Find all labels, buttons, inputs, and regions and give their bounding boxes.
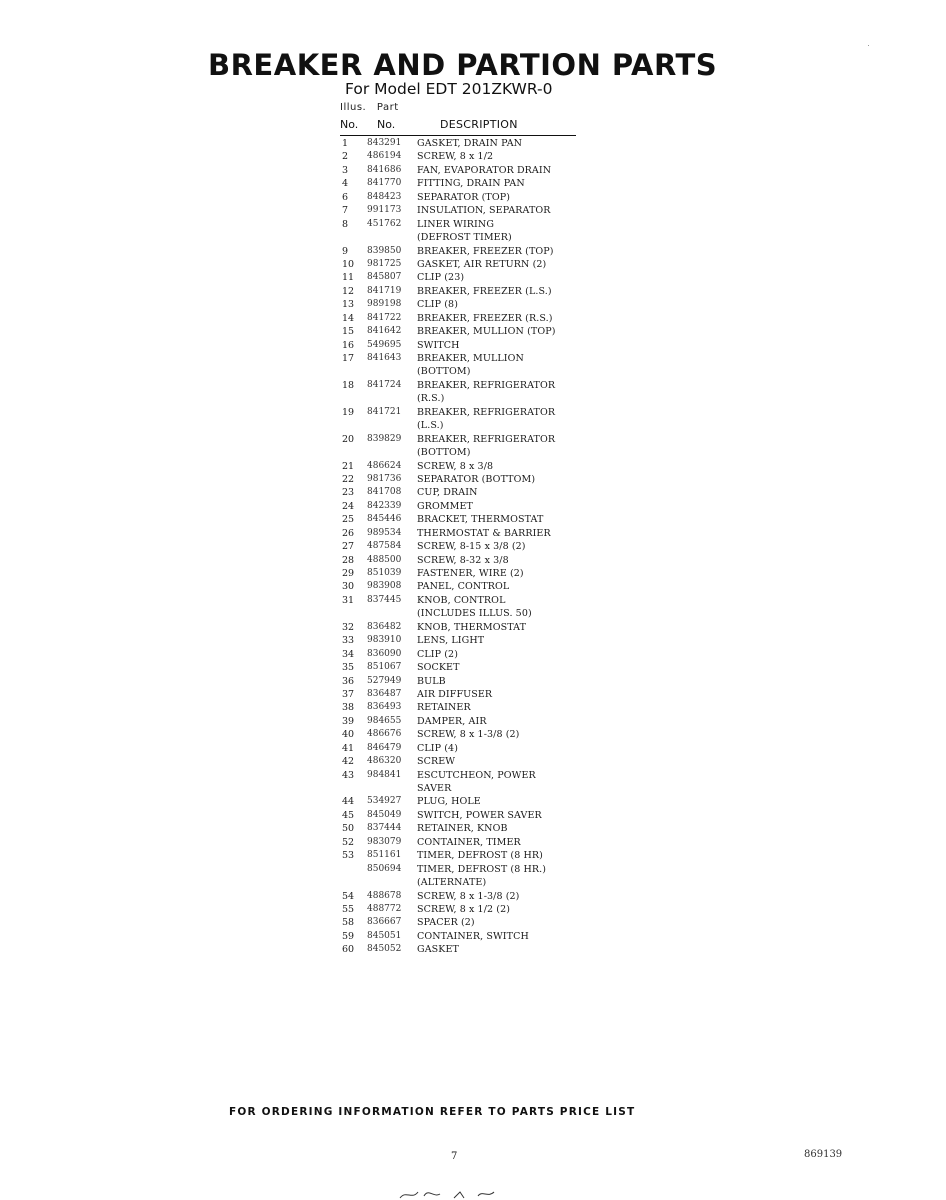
list-item	[340, 527, 600, 540]
part-description: BREAKER, FREEZER (L.S.)	[417, 285, 552, 297]
illus-number: 28	[342, 554, 355, 566]
illus-number: 25	[342, 514, 355, 526]
list-item	[340, 836, 600, 849]
illus-number: 42	[342, 756, 355, 768]
illus-number: 11	[342, 272, 355, 284]
part-number: 486676	[367, 729, 402, 740]
part-number: 983908	[367, 581, 402, 592]
part-number: 981736	[367, 473, 402, 484]
illus-number: 60	[342, 944, 355, 956]
list-item	[340, 513, 600, 526]
list-item	[340, 298, 600, 311]
part-number: 841708	[367, 487, 402, 498]
part-description: (INCLUDES ILLUS. 50)	[417, 608, 532, 620]
part-description: AIR DIFFUSER	[417, 688, 493, 700]
illus-number: 8	[342, 218, 349, 230]
scan-speck	[868, 45, 869, 46]
part-number: 848423	[367, 191, 402, 202]
illus-number: 16	[342, 339, 355, 351]
part-description: DAMPER, AIR	[417, 715, 487, 727]
part-number: 983079	[367, 836, 402, 847]
part-description: (DEFROST TIMER)	[417, 232, 512, 244]
part-number: 981725	[367, 258, 402, 269]
part-number: 549695	[367, 339, 402, 350]
illus-number: 54	[342, 890, 355, 902]
part-number: 839850	[367, 245, 402, 256]
illus-number: 52	[342, 836, 355, 848]
illus-number: 18	[342, 379, 355, 391]
part-number: 837444	[367, 823, 402, 834]
list-item	[340, 177, 600, 190]
part-description: CLIP (23)	[417, 272, 465, 284]
illus-number: 59	[342, 930, 355, 942]
illus-number: 7	[342, 205, 349, 217]
part-description: LENS, LIGHT	[417, 635, 485, 647]
part-description: INSULATION, SEPARATOR	[417, 205, 551, 217]
part-number: 488500	[367, 554, 402, 565]
part-description: BREAKER, REFRIGERATOR	[417, 433, 556, 445]
part-number: 983910	[367, 635, 402, 646]
list-item	[340, 150, 600, 163]
list-item	[340, 285, 600, 298]
part-number: 841722	[367, 312, 402, 323]
list-item	[340, 433, 600, 446]
part-number: 488678	[367, 890, 402, 901]
part-number: 841686	[367, 164, 402, 175]
part-number: 851067	[367, 662, 402, 673]
illus-number: 35	[342, 662, 355, 674]
illus-number: 40	[342, 729, 355, 741]
illus-number: 21	[342, 460, 355, 472]
illus-no-header: No.	[340, 118, 359, 131]
illus-number: 2	[342, 151, 349, 163]
part-number: 836487	[367, 688, 402, 699]
list-item	[340, 782, 600, 795]
ordering-info-footer: FOR ORDERING INFORMATION REFER TO PARTS PRICE LIST	[229, 1106, 636, 1118]
list-item	[340, 742, 600, 755]
part-number: 842339	[367, 500, 402, 511]
part-description: BULB	[417, 675, 446, 687]
list-item	[340, 164, 600, 177]
illus-number: 30	[342, 581, 355, 593]
illus-number: 22	[342, 473, 355, 485]
part-description: BRACKET, THERMOSTAT	[417, 514, 544, 526]
illus-number: 33	[342, 635, 355, 647]
illus-number: 23	[342, 487, 355, 499]
list-item	[340, 728, 600, 741]
part-number: 527949	[367, 675, 402, 686]
part-number: 841643	[367, 353, 402, 363]
part-description: GASKET, AIR RETURN (2)	[417, 258, 547, 270]
illus-number: 13	[342, 299, 355, 311]
part-number: 841719	[367, 285, 402, 296]
part-number: 487584	[367, 541, 402, 552]
illus-number: 6	[342, 191, 349, 203]
part-description: SCREW, 8 x 3/8	[417, 460, 494, 472]
part-description: THERMOSTAT & BARRIER	[417, 527, 551, 539]
part-description: SCREW, 8 x 1/2 (2)	[417, 903, 511, 915]
part-description: (R.S.)	[417, 393, 445, 405]
part-description: LINER WIRING	[417, 218, 495, 230]
part-description: SCREW, 8 x 1-3/8 (2)	[417, 890, 520, 902]
part-number: 836667	[367, 917, 402, 928]
part-header-label: Part	[376, 102, 399, 113]
list-item	[340, 245, 600, 258]
part-number: 841724	[367, 379, 402, 390]
illus-number: 32	[342, 621, 355, 633]
part-number: 836482	[367, 621, 402, 632]
part-description: SCREW, 8-15 x 3/8 (2)	[417, 541, 526, 553]
illus-number: 39	[342, 715, 355, 727]
part-description: (BOTTOM)	[417, 447, 471, 459]
list-item	[340, 392, 600, 405]
part-description: BREAKER, MULLION (TOP)	[417, 326, 556, 338]
list-item	[340, 325, 600, 338]
part-number: 845807	[367, 272, 402, 283]
part-description: CLIP (2)	[417, 648, 458, 660]
list-item	[340, 621, 600, 634]
part-description: RETAINER, KNOB	[417, 823, 508, 835]
part-description: PLUG, HOLE	[417, 796, 481, 808]
part-number: 836090	[367, 648, 402, 659]
list-item	[340, 822, 600, 835]
list-item	[340, 594, 600, 607]
list-item	[340, 204, 600, 217]
list-item	[340, 661, 600, 674]
illus-number: 15	[342, 326, 355, 338]
list-item	[340, 634, 600, 647]
illus-number: 31	[342, 594, 355, 606]
illus-number: 37	[342, 688, 355, 700]
part-number: 841642	[367, 326, 402, 337]
illus-number: 41	[342, 742, 355, 754]
part-number: 984655	[367, 715, 402, 726]
list-item	[340, 809, 600, 822]
part-description: CUP, DRAIN	[417, 487, 478, 499]
part-no-header: No.	[377, 118, 396, 131]
list-item	[340, 795, 600, 808]
list-item	[340, 567, 600, 580]
illus-number: 1	[342, 138, 349, 149]
list-item	[340, 890, 600, 903]
part-number: 845052	[367, 944, 402, 955]
part-number: 989198	[367, 299, 402, 310]
part-number: 488772	[367, 903, 402, 914]
part-number: 845446	[367, 514, 402, 525]
part-number: 836493	[367, 702, 402, 713]
list-item	[340, 473, 600, 486]
part-description: SCREW, 8-32 x 3/8	[417, 554, 509, 566]
illus-number: 50	[342, 823, 355, 835]
part-description: SCREW, 8 x 1-3/8 (2)	[417, 729, 520, 741]
part-number: 984841	[367, 769, 402, 780]
list-item	[340, 379, 600, 392]
part-description: PANEL, CONTROL	[417, 581, 510, 593]
part-number: 486194	[367, 151, 402, 162]
list-item	[340, 675, 600, 688]
part-number: 486624	[367, 460, 402, 471]
list-item	[340, 446, 600, 459]
list-item	[340, 849, 600, 862]
list-item	[340, 218, 600, 231]
part-number: 989534	[367, 527, 402, 538]
part-description: SPACER (2)	[417, 917, 475, 929]
list-item	[340, 554, 600, 567]
illus-number: 38	[342, 702, 355, 714]
illus-number: 3	[342, 164, 349, 176]
part-description: SWITCH	[417, 339, 460, 351]
illus-header-label: Illus.	[340, 102, 367, 113]
part-number: 843291	[367, 138, 402, 148]
part-description: SCREW, 8 x 1/2	[417, 151, 494, 163]
part-description: FITTING, DRAIN PAN	[417, 178, 525, 190]
list-item	[340, 943, 600, 956]
list-item	[340, 231, 600, 244]
illus-number: 58	[342, 917, 355, 929]
list-item	[340, 876, 600, 889]
column-header	[340, 117, 576, 136]
part-description: (BOTTOM)	[417, 366, 471, 378]
part-description: BREAKER, FREEZER (TOP)	[417, 245, 554, 257]
part-number: 991173	[367, 205, 402, 216]
part-description: BREAKER, FREEZER (R.S.)	[417, 312, 553, 324]
list-item	[340, 258, 600, 271]
list-item	[340, 486, 600, 499]
part-description: SCREW	[417, 756, 456, 768]
list-item	[340, 648, 600, 661]
part-description: SAVER	[417, 783, 452, 794]
illus-number: 9	[342, 245, 349, 257]
page-number: 7	[451, 1151, 458, 1162]
illus-number: 14	[342, 312, 355, 324]
part-description: KNOB, CONTROL	[417, 594, 506, 606]
list-item	[340, 930, 600, 943]
page-title: BREAKER AND PARTION PARTS	[208, 48, 718, 82]
list-item	[340, 769, 600, 782]
part-description: GASKET	[417, 944, 459, 956]
part-description: KNOB, THERMOSTAT	[417, 621, 527, 633]
list-item	[340, 271, 600, 284]
part-description: ESCUTCHEON, POWER	[417, 769, 536, 781]
illus-number: 10	[342, 258, 355, 270]
list-item	[340, 540, 600, 553]
part-description: SOCKET	[417, 662, 460, 674]
part-description: CLIP (8)	[417, 299, 458, 311]
part-description: (ALTERNATE)	[417, 877, 487, 889]
list-item	[340, 137, 600, 150]
illus-number: 29	[342, 568, 355, 579]
list-item	[340, 607, 600, 620]
part-number: 851161	[367, 850, 402, 861]
part-description: BREAKER, MULLION	[417, 353, 524, 364]
model-subtitle: For Model EDT 201ZKWR-0	[345, 80, 553, 98]
list-item	[340, 903, 600, 916]
part-description: (L.S.)	[417, 420, 444, 432]
part-description: SEPARATOR (TOP)	[417, 191, 511, 203]
list-item	[340, 419, 600, 432]
illus-number: 43	[342, 769, 355, 781]
parts-list	[340, 137, 600, 957]
part-number: 534927	[367, 796, 402, 807]
illus-number: 4	[342, 178, 349, 190]
part-description: CLIP (4)	[417, 742, 458, 754]
column-header-top	[340, 102, 399, 113]
part-description: SEPARATOR (BOTTOM)	[417, 473, 536, 485]
part-number: 486320	[367, 756, 402, 767]
part-description: CONTAINER, SWITCH	[417, 930, 529, 942]
part-number: 845051	[367, 930, 402, 941]
part-description: GROMMET	[417, 500, 473, 512]
part-description: TIMER, DEFROST (8 HR)	[417, 850, 543, 862]
illus-number: 27	[342, 541, 355, 553]
list-item	[340, 312, 600, 325]
part-number: 451762	[367, 218, 402, 229]
part-number: 841770	[367, 178, 402, 189]
illus-number: 24	[342, 500, 355, 512]
part-number: 841721	[367, 406, 402, 417]
list-item	[340, 916, 600, 929]
part-number: 851039	[367, 568, 402, 578]
list-item	[340, 715, 600, 728]
illus-number: 17	[342, 353, 355, 364]
list-item	[340, 580, 600, 593]
part-number: 839829	[367, 433, 402, 444]
part-description: FAN, EVAPORATOR DRAIN	[417, 164, 552, 176]
list-item	[340, 365, 600, 378]
document-number: 869139	[804, 1149, 843, 1160]
part-description: BREAKER, REFRIGERATOR	[417, 406, 556, 418]
list-item	[340, 352, 600, 365]
description-header: DESCRIPTION	[440, 118, 518, 131]
list-item	[340, 863, 600, 876]
list-item	[340, 701, 600, 714]
part-description: RETAINER	[417, 702, 471, 714]
part-description: TIMER, DEFROST (8 HR.)	[417, 863, 547, 875]
list-item	[340, 500, 600, 513]
part-number: 846479	[367, 742, 402, 753]
list-item	[340, 688, 600, 701]
list-item	[340, 406, 600, 419]
illus-number: 26	[342, 527, 355, 539]
list-item	[340, 755, 600, 768]
illus-number: 53	[342, 850, 355, 862]
part-description: CONTAINER, TIMER	[417, 836, 521, 848]
part-description: GASKET, DRAIN PAN	[417, 138, 523, 149]
illus-number: 19	[342, 406, 355, 418]
illus-number: 55	[342, 903, 355, 915]
illus-number: 12	[342, 285, 355, 297]
illus-number: 20	[342, 433, 355, 445]
part-number: 845049	[367, 809, 402, 820]
part-description: SWITCH, POWER SAVER	[417, 809, 542, 821]
illus-number: 44	[342, 796, 355, 808]
list-item	[340, 191, 600, 204]
illus-number: 36	[342, 675, 355, 687]
part-description: FASTENER, WIRE (2)	[417, 568, 524, 579]
list-item	[340, 460, 600, 473]
illus-number: 34	[342, 648, 355, 660]
part-number: 837445	[367, 594, 402, 605]
part-number: 850694	[367, 863, 402, 874]
list-item	[340, 339, 600, 352]
illus-number: 45	[342, 809, 355, 821]
part-description: BREAKER, REFRIGERATOR	[417, 379, 556, 391]
handwritten-mark	[398, 1186, 508, 1200]
